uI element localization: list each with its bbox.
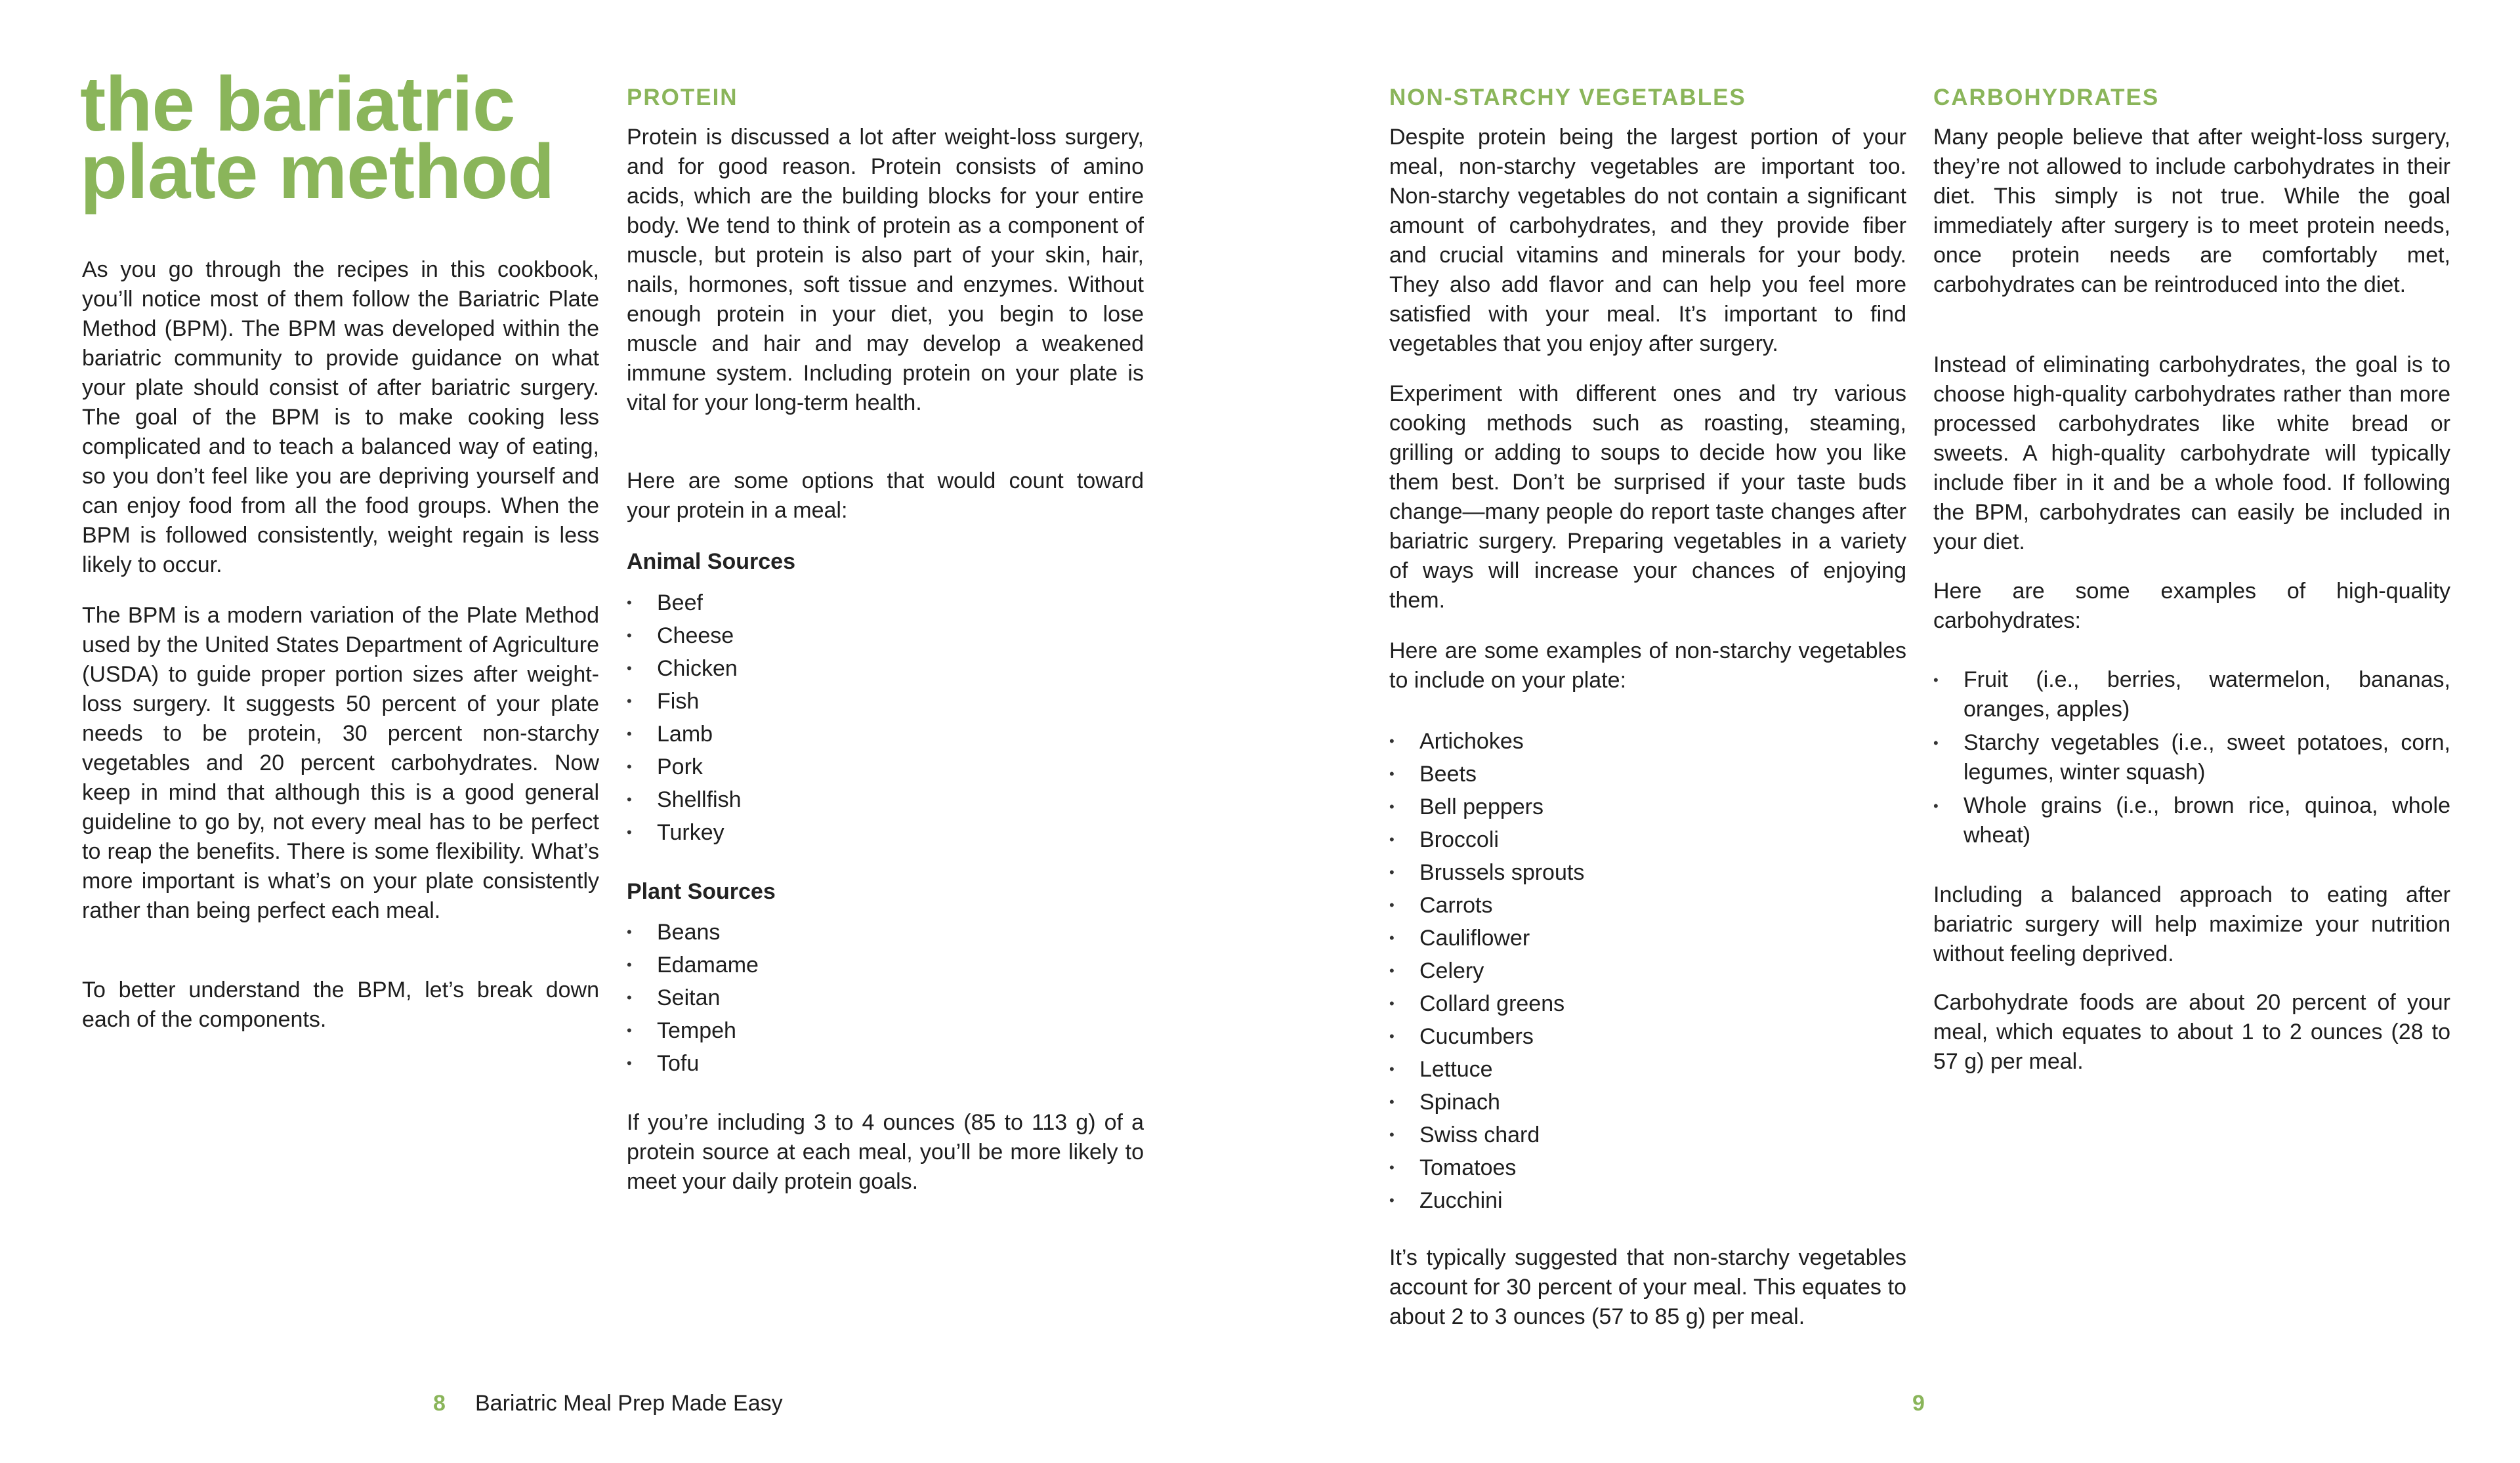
carbs-list	[1933, 665, 2450, 854]
carbs-paragraph: Here are some examples of high-quality carbohydrates:	[1933, 579, 2450, 633]
list-item: • Fish	[627, 685, 1144, 718]
list-item: • Whole grains (i.e., brown rice, quinoa, whole wheat)	[1933, 791, 2450, 850]
protein-paragraph: If you’re including 3 to 4 ounces (85 to 113 g) of a protein source at each meal, you’ll be more likely to meet your daily protein goals.	[627, 1110, 1144, 1194]
list-item: • Artichokes	[1389, 725, 1906, 758]
list-item: • Seitan	[627, 981, 1144, 1014]
protein-heading: PROTEIN	[627, 85, 738, 110]
list-item: • Tofu	[627, 1047, 1144, 1080]
list-item: • Tempeh	[627, 1014, 1144, 1047]
book-title: Bariatric Meal Prep Made Easy	[475, 1391, 783, 1416]
list-item: • Fruit (i.e., berries, watermelon, bananas, oranges, apples)	[1933, 665, 2450, 724]
list-item: • Zucchini	[1389, 1184, 1906, 1217]
list-item: • Edamame	[627, 949, 1144, 981]
intro-paragraph: The BPM is a modern variation of the Plate Method used by the United States Department of Agriculture (USDA) to guide proper portion sizes after weight-loss surgery. It suggests 50 percent of your plate needs to be protein, 30 percent non-starchy vegetables and 20 percent carbohydrates. Now keep in mind that although this is a good general guideline to go by, not every meal has to be perfect to reap the benefits. There is some flexibility. What’s more important is what’s on your plate consistently rather than being perfect each meal.	[82, 603, 599, 923]
carbs-paragraph: Instead of eliminating carbohydrates, the goal is to choose high-quality carbohydrates rather than more processed carbohydrates like white bread or sweets. A high-quality carbohydrate will typically include fiber in it and be a whole food. If following the BPM, carbohydrates can easily be included in your diet.	[1933, 352, 2450, 554]
list-item: • Bell peppers	[1389, 791, 1906, 823]
list-item: • Cheese	[627, 619, 1144, 652]
list-item: • Carrots	[1389, 889, 1906, 922]
title-line: the bariatric	[80, 61, 515, 148]
list-item: • Chicken	[627, 652, 1144, 685]
list-item: • Beets	[1389, 758, 1906, 791]
vegetables-paragraph: Here are some examples of non-starchy vegetables to include on your plate:	[1389, 638, 1906, 693]
protein-paragraph: Here are some options that would count toward your protein in a meal:	[627, 468, 1144, 523]
protein-paragraph: Protein is discussed a lot after weight-loss surgery, and for good reason. Protein consists of amino acids, which are the building blocks for your entire body. We tend to think of protein as a component of muscle, but protein is also part of your skin, hair, nails, hormones, soft tissue and enzymes. Without enough protein in your diet, you begin to lose muscle and hair and may develop a weakened immune system. Including protein on your plate is vital for your long-term health.	[627, 125, 1144, 415]
carbs-paragraph: Including a balanced approach to eating after bariatric surgery will help maximize your nutrition without feeling deprived.	[1933, 882, 2450, 966]
list-item: • Shellfish	[627, 783, 1144, 816]
list-item: • Lettuce	[1389, 1053, 1906, 1086]
list-item: • Spinach	[1389, 1086, 1906, 1119]
carbs-paragraph: Carbohydrate foods are about 20 percent of your meal, which equates to about 1 to 2 ounces (28 to 57 g) per meal.	[1933, 990, 2450, 1074]
plant-sources-list	[627, 916, 1144, 1080]
list-item: • Beef	[627, 587, 1144, 619]
intro-paragraph: As you go through the recipes in this cookbook, you’ll notice most of them follow the Bariatric Plate Method (BPM). The BPM was developed within the bariatric community to provide guidance on what your plate should consist of after bariatric surgery. The goal of the BPM is to make cooking less complicated and to teach a balanced way of eating, so you don’t feel like you are depriving yourself and can enjoy food from all the food groups. When the BPM is followed consistently, weight regain is less likely to occur.	[82, 257, 599, 577]
list-item: • Broccoli	[1389, 823, 1906, 856]
page-number-right: 9	[1912, 1391, 1925, 1416]
title-line: plate method	[80, 129, 555, 215]
list-item: • Beans	[627, 916, 1144, 949]
carbs-paragraph: Many people believe that after weight-loss surgery, they’re not allowed to include carbohydrates in their diet. This simply is not true. While the goal immediately after surgery is to meet protein needs, once protein needs are comfortably met, carbohydrates can be reintroduced into the diet.	[1933, 125, 2450, 297]
vegetables-paragraph: Experiment with different ones and try various cooking methods such as roasting, steaming, grilling or adding to soups to decide how you like them best. Don’t be surprised if your taste buds change—many people do report taste changes after bariatric surgery. Preparing vegetables in a variety of ways will increase your chances of enjoying them.	[1389, 381, 1906, 613]
vegetables-paragraph: It’s typically suggested that non-starchy vegetables account for 30 percent of your meal. This equates to about 2 to 3 ounces (57 to 85 g) per meal.	[1389, 1245, 1906, 1329]
vegetables-heading: NON-STARCHY VEGETABLES	[1389, 85, 1746, 110]
animal-sources-list	[627, 587, 1144, 849]
list-item: • Swiss chard	[1389, 1119, 1906, 1151]
vegetables-paragraph: Despite protein being the largest portion of your meal, non-starchy vegetables are important too. Non-starchy vegetables do not contain a significant amount of carbohydrates, and they provide fiber and crucial vitamins and minerals for your body. They also add flavor and can help you feel more satisfied with your meal. It’s important to find vegetables that you enjoy after surgery.	[1389, 125, 1906, 356]
list-item: • Pork	[627, 751, 1144, 783]
page-title	[80, 61, 555, 215]
plant-sources-label: Plant Sources	[627, 879, 776, 904]
carbohydrates-heading: CARBOHYDRATES	[1933, 85, 2160, 110]
list-item: • Cauliflower	[1389, 922, 1906, 955]
page-number-left: 8	[433, 1391, 446, 1416]
list-item: • Turkey	[627, 816, 1144, 849]
list-item: • Brussels sprouts	[1389, 856, 1906, 889]
list-item: • Celery	[1389, 955, 1906, 987]
intro-paragraph: To better understand the BPM, let’s break down each of the components.	[82, 978, 599, 1032]
list-item: • Lamb	[627, 718, 1144, 751]
animal-sources-label: Animal Sources	[627, 549, 795, 574]
list-item: • Starchy vegetables (i.e., sweet potatoes, corn, legumes, winter squash)	[1933, 728, 2450, 787]
vegetables-list	[1389, 725, 1906, 1217]
list-item: • Tomatoes	[1389, 1151, 1906, 1184]
list-item: • Cucumbers	[1389, 1020, 1906, 1053]
list-item: • Collard greens	[1389, 987, 1906, 1020]
